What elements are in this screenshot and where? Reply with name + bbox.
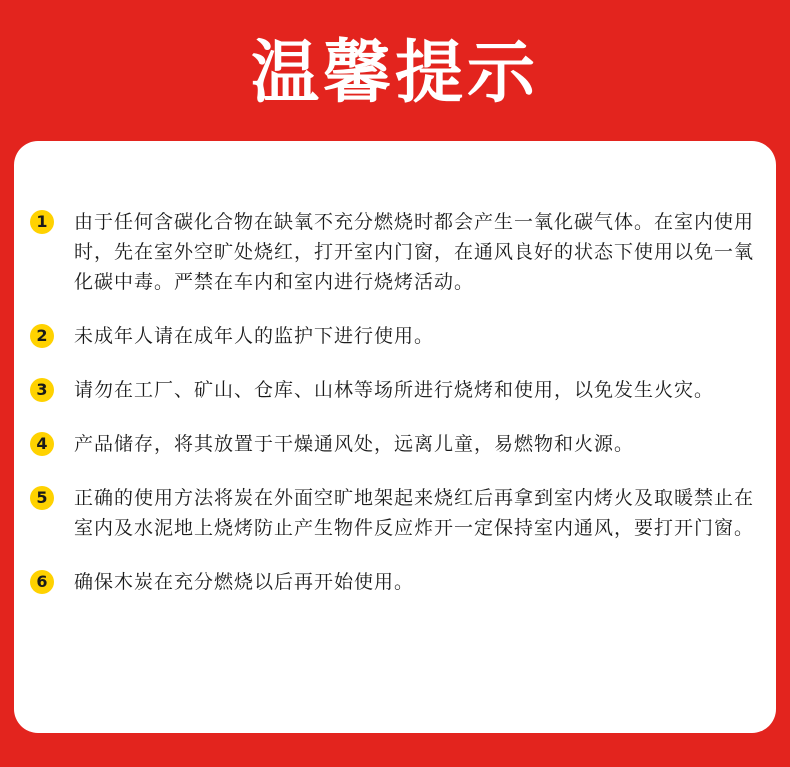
tips-list bbox=[30, 207, 770, 621]
tip-item-2 bbox=[30, 321, 770, 351]
tip-item-4 bbox=[30, 429, 770, 459]
tip-number-badge: 5 bbox=[30, 486, 54, 510]
page-title: 温馨提示 bbox=[250, 34, 539, 113]
tip-text: 请勿在工厂、矿山、仓库、山林等场所进行烧烤和使用，以免发生火灾。 bbox=[74, 379, 715, 401]
tips-card bbox=[14, 141, 776, 733]
tip-text: 未成年人请在成年人的监护下进行使用。 bbox=[74, 325, 435, 347]
tip-item-1 bbox=[30, 207, 770, 297]
tip-text: 确保木炭在充分燃烧以后再开始使用。 bbox=[74, 571, 415, 593]
tip-item-3 bbox=[30, 375, 770, 405]
tip-text: 由于任何含碳化合物在缺氧不充分燃烧时都会产生一氧化碳气体。在室内使用时，先在室外空旷处烧红，打开室内门窗，在通风良好的状态下使用以免一氧化碳中毒。严禁在车内和室内进行烧烤活动。 bbox=[74, 211, 755, 293]
tip-number-badge: 2 bbox=[30, 324, 54, 348]
tip-number-badge: 3 bbox=[30, 378, 54, 402]
tip-item-5 bbox=[30, 483, 770, 543]
tip-item-6 bbox=[30, 567, 770, 597]
tip-text: 产品储存，将其放置于干燥通风处，远离儿童，易燃物和火源。 bbox=[74, 433, 635, 455]
tip-number-badge: 1 bbox=[30, 210, 54, 234]
tip-number-badge: 6 bbox=[30, 570, 54, 594]
tip-text: 正确的使用方法将炭在外面空旷地架起来烧红后再拿到室内烤火及取暖禁止在室内及水泥地上烧烤防止产生物件反应炸开一定保持室内通风，要打开门窗。 bbox=[74, 487, 755, 539]
tip-number-badge: 4 bbox=[30, 432, 54, 456]
